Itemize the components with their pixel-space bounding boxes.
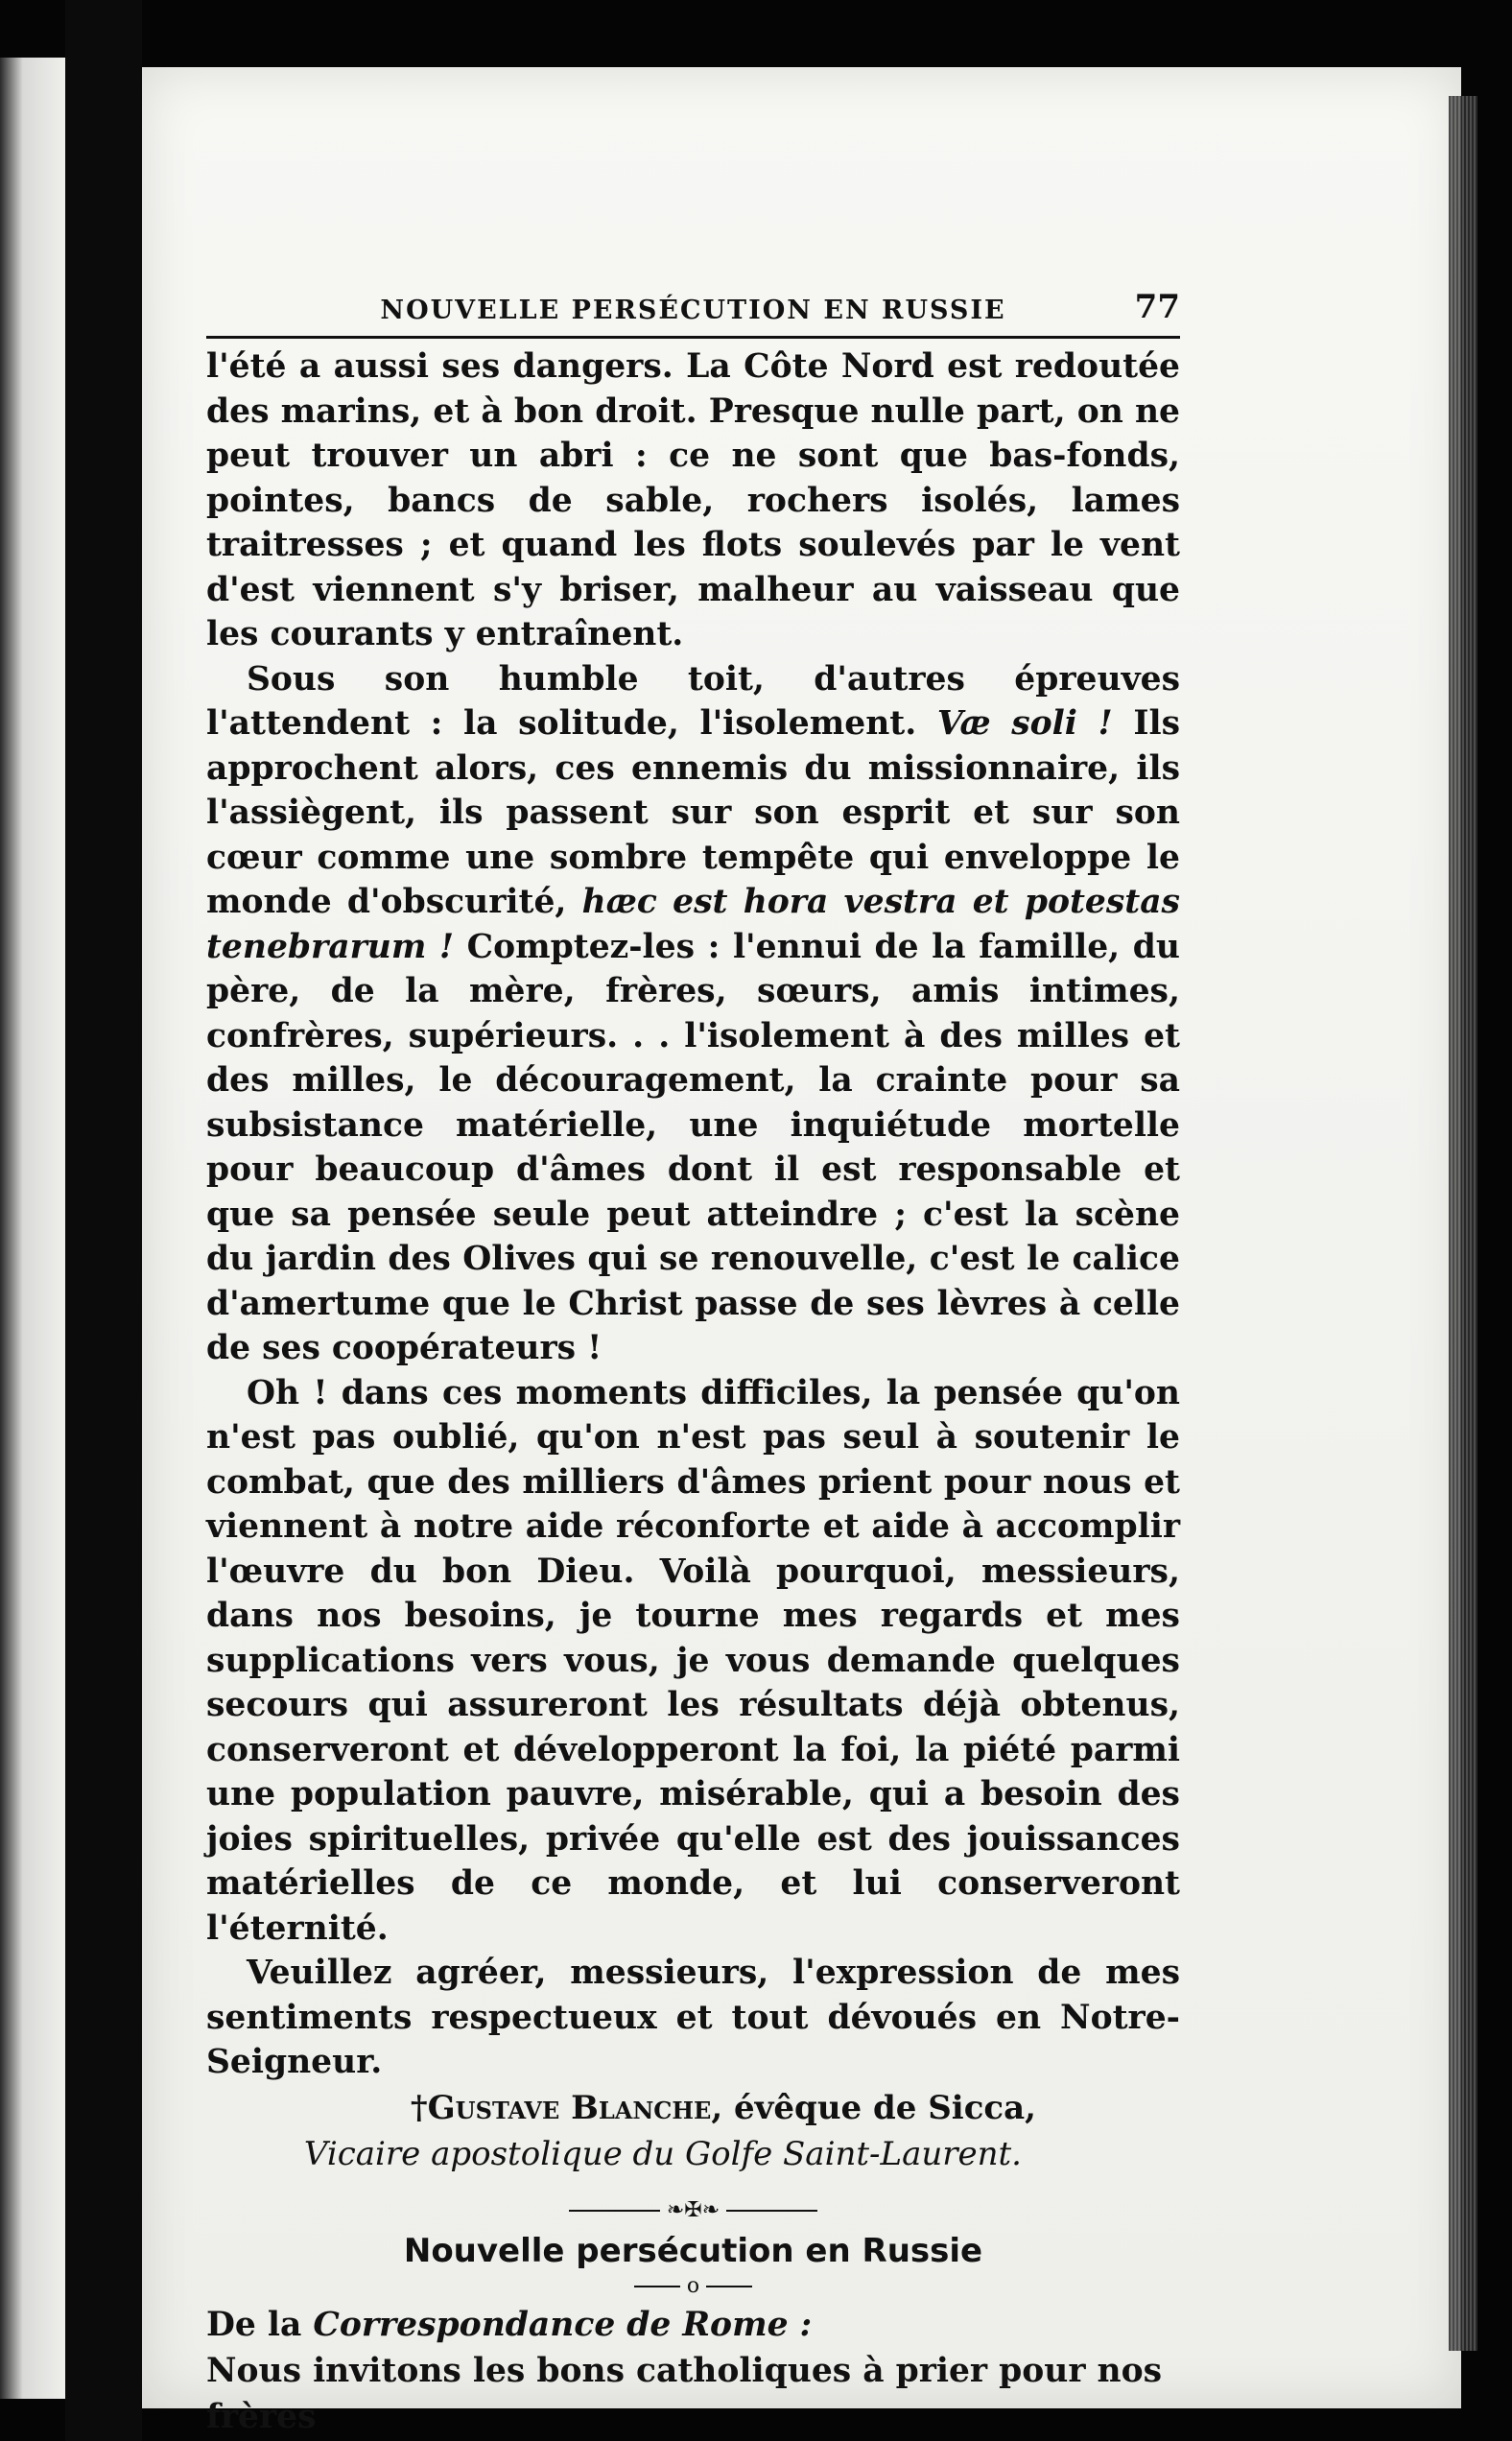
signature-office-line: Vicaire apostolique du Golfe Saint-Laurent.: [303, 2134, 1022, 2173]
paragraph-3: Oh ! dans ces moments difficiles, la pensée qu'on n'est pas oublié, qu'on n'est pas seul à soutenir le combat, que des milliers d'âmes prient pour nous et viennent à notre aide réconforte et aide à accomplir l'œuvre du bon Dieu. Voilà pourquoi, messieurs, dans nos besoins, je tourne mes regards et mes supplications vers vous, je vous demande quelques secours qui assureront les résultats déjà obtenus, conserveront et développeront la foi, la piété parmi une population pauvre, misérable, qui a besoin des joies spirituelles, privée qu'elle est des jouissances matérielles de ce monde, et lui conserveront l'éternité.: [206, 1373, 1180, 1948]
ornament-glyph: ❧✠❧: [666, 2197, 721, 2222]
running-title: NOUVELLE PERSÉCUTION EN RUSSIE: [380, 296, 1006, 325]
section-title: Nouvelle persécution en Russie: [403, 2231, 983, 2270]
adjacent-page-edge: [0, 58, 65, 2399]
signature-name: Gustave Blanche: [427, 2088, 712, 2127]
paragraph-2-part-b: Ils approchent alors, ces ennemis du missionnaire, ils l'assiègent, ils passent sur son esprit et sur son cœur comme une sombre tempête qui enveloppe le monde d'obscurité,: [206, 704, 1180, 921]
latin-phrase-vae-soli: Væ soli !: [936, 704, 1113, 743]
ornament-rule-left: [569, 2210, 660, 2212]
section-ornament: [206, 2198, 1180, 2222]
running-header: [206, 278, 1180, 339]
cross-mark: †: [410, 2088, 428, 2127]
paragraph-1: l'été a aussi ses dangers. La Côte Nord est redoutée des marins, et à bon droit. Presque nulle part, on ne peut trouver un abri : ce ne sont que bas-fonds, pointes, bancs de sable, rochers isolés, lames traitresses ; et quand les flots soulevés par le vent d'est viennent s'y briser, malheur au vaisseau que les courants y entraînent.: [206, 347, 1180, 653]
separator-rule-right: [706, 2286, 752, 2287]
book-gutter: [65, 0, 142, 2441]
paragraph-2: [206, 657, 1180, 1371]
signature-title: , évêque de Sicca,: [711, 2088, 1036, 2127]
page-content: [206, 278, 1180, 2440]
paragraph-2-part-a: Sous son humble toit, d'autres épreuves l'attendent : la solitude, l'isolement.: [206, 659, 1180, 743]
ornament-rule-right: [726, 2210, 817, 2212]
source-prefix: De la: [206, 2305, 314, 2344]
separator-glyph: o: [686, 2273, 700, 2298]
section-separator: [206, 2274, 1180, 2298]
paragraph-4: Veuillez agréer, messieurs, l'expression de mes sentiments respectueux et tout dévoués en Notre-Seigneur.: [206, 1954, 1180, 2081]
page-number: 77: [1134, 288, 1180, 326]
source-name: Correspondance de Rome :: [313, 2305, 813, 2344]
page-stack-edge: [1449, 96, 1477, 2351]
signature-name-line: [206, 2085, 1180, 2131]
source-line: [206, 2302, 1180, 2348]
section-first-line: Nous invitons les bons catholiques à prier pour nos frères: [206, 2351, 1163, 2436]
paragraph-2-part-c: Comptez-les : l'ennui de la famille, du père, de la mère, frères, sœurs, amis intimes, confrères, supérieurs. . . l'isolement à des milles et des milles, le découragement, la crainte pour sa subsistance matérielle, une inquiétude mortelle pour beaucoup d'âmes dont il est responsable et que sa pensée seule peut atteindre ; c'est la scène du jardin des Olives qui se renouvelle, c'est le calice d'amertume que le Christ passe de ses lèvres à celle de ses coopérateurs !: [206, 927, 1180, 1367]
latin-phrase-hora-vestra: hæc est hora vestra et potestas tenebrarum !: [206, 883, 1180, 966]
separator-rule-left: [634, 2286, 680, 2287]
